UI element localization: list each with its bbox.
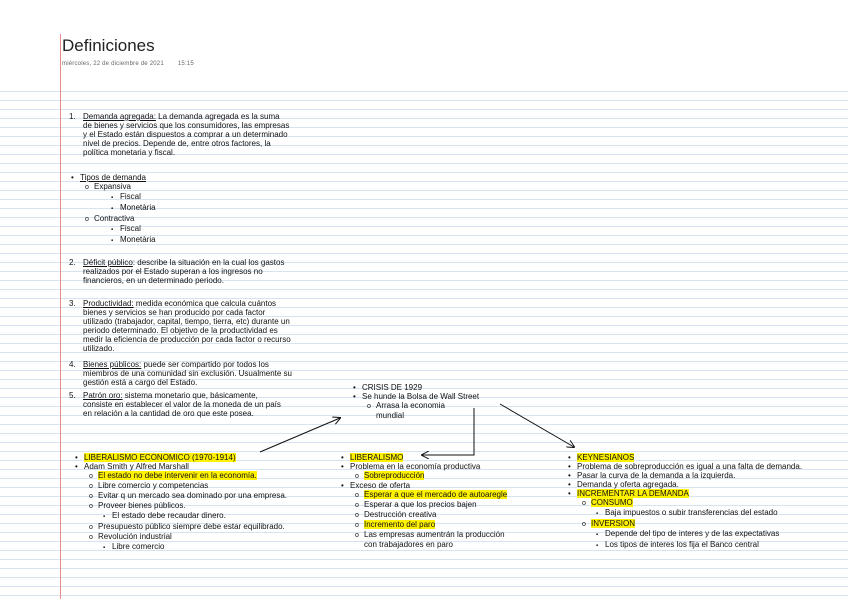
list-item: o Libre comercio y competencias <box>75 481 340 491</box>
list-item: • CRISIS DE 1929 <box>353 383 533 392</box>
def-line: bienes y servicios se han producido por cada factor <box>83 308 266 317</box>
list-item: • Problema en la economía productiva <box>341 462 566 471</box>
list-item: El estado no debe intervenir en la economía. <box>98 471 257 480</box>
term-bienes: Bienes públicos: <box>83 360 142 369</box>
arrow-to-keynesianos <box>500 404 574 447</box>
list-item: Esperar a que el mercado de autoaregle <box>364 490 508 499</box>
list-item: ▪ El estado debe recaudar dinero. <box>75 511 340 522</box>
term-patron: Patrón oro: <box>83 391 123 400</box>
def-line: realizados por el Estado superan a los ingresos no <box>83 267 263 276</box>
list-item: o Esperar a que los precios bajen <box>341 500 566 510</box>
list-item: ▪ Los tipos de interes los fija el Banco central <box>568 540 843 551</box>
list-number: 5. <box>69 391 76 400</box>
term-deficit: Déficit público <box>83 258 133 267</box>
list-item: o Expansiva <box>71 182 291 192</box>
arrow-to-crisis <box>260 418 340 452</box>
def-line: puede ser compartido por todos los <box>141 360 269 369</box>
date-text: miércoles, 22 de diciembre de 2021 <box>62 61 164 67</box>
def-line: y el Estado están dispuestos a comprar a un determinado <box>83 130 288 139</box>
page-title[interactable]: Definiciones <box>62 36 155 55</box>
list-item-cont: con trabajadores en paro <box>364 540 453 549</box>
def-line: de bienes y servicios que los consumidores, las empresas <box>83 121 290 130</box>
list-number: 1. <box>69 112 76 121</box>
list-item: INVERSION <box>591 519 636 528</box>
def-line: financieros, en un determinado periodo. <box>83 276 224 285</box>
list-item: o Destrucción creativa <box>341 510 566 520</box>
list-item: o Contractiva <box>71 214 291 224</box>
time-text: 15:15 <box>177 61 194 67</box>
def-line: consiste en establecer el valor de la moneda de un país <box>83 400 281 409</box>
list-number: 3. <box>69 299 76 308</box>
list-item: Incremento del paro <box>364 520 436 529</box>
term-tipos: Tipos de demanda <box>80 173 146 182</box>
def-line: medir la eficiencia de producción por cada factor o recurso <box>83 335 291 344</box>
term-productividad: Productividad: <box>83 299 134 308</box>
list-item: o Arrasa la economia <box>353 401 533 411</box>
list-item: ▪ Fiscal <box>71 192 291 203</box>
def-line: periodo determinado. El objetivo de la productividad es <box>83 326 278 335</box>
def-line: gestión está a cargo del Estado. <box>83 378 198 387</box>
list-item: • Problema de sobreproducción es igual a una falta de demanda. <box>568 462 843 471</box>
arrow-to-liberalismo <box>422 408 474 455</box>
list-item: CONSUMO <box>591 498 633 507</box>
def-line: : describe la situación en la cual los gastos <box>132 258 285 267</box>
def-line: política monetaria y fiscal. <box>83 148 176 157</box>
list-item: o Las empresas aumentrán la producción <box>341 530 566 540</box>
list-item: ▪ Libre comercio <box>75 542 340 553</box>
list-item: ▪ Monetària <box>71 235 291 246</box>
def-line: La demanda agregada es la suma <box>155 112 280 121</box>
section-title: LIBERALISMO <box>350 453 404 462</box>
list-item: • Se hunde la Bolsa de Wall Street <box>353 392 533 401</box>
section-title: KEYNESIANOS <box>577 453 635 462</box>
list-item: o Revolución industrial <box>75 532 340 542</box>
list-item: • Pasar la curva de la demanda a la izquierda. <box>568 471 843 480</box>
list-item: • Adam Smith y Alfred Marshall <box>75 462 340 471</box>
def-line: nivel de precios. Depende de, entre otros factores, la <box>83 139 271 148</box>
list-number: 4. <box>69 360 76 369</box>
def-line: medida económica que calcula cuántos <box>133 299 277 308</box>
list-item: o Presupuesto público siempre debe estar equilibrado. <box>75 522 340 532</box>
list-item: o Proveer bienes públicos. <box>75 501 340 511</box>
list-item: ▪ Fiscal <box>71 224 291 235</box>
def-line: en relación a la cantidad de oro que este posea. <box>83 409 254 418</box>
list-item: ▪ Depende del tipo de interes y de las expectativas <box>568 529 843 540</box>
def-line: sistema monetario que, básicamente, <box>122 391 258 400</box>
list-item-cont: mundial <box>376 411 405 420</box>
list-item: ▪ Monetària <box>71 203 291 214</box>
list-item: • Exceso de oferta <box>341 481 566 490</box>
section-title: LIBERALISMO ECONOMICO (1970-1914) <box>84 453 236 462</box>
list-item: INCREMENTAR LA DEMANDA <box>577 489 689 498</box>
list-item: ▪ Baja impuestos o subir transferencias del estado <box>568 508 843 519</box>
term-demanda: Demanda agregada: <box>83 112 156 121</box>
list-number: 2. <box>69 258 76 267</box>
list-item: o Evitar q un mercado sea dominado por una empresa. <box>75 491 340 501</box>
list-item: • Demanda y oferta agregada. <box>568 480 843 489</box>
def-line: utilizado (trabajador, capital, tiempo, tierra, etc) durante un <box>83 317 290 326</box>
list-item: Sobreproducción <box>364 471 425 480</box>
def-line: utilizado. <box>83 344 115 353</box>
def-line: miembros de una comunidad sin exclusión. Usualmente su <box>83 369 292 378</box>
